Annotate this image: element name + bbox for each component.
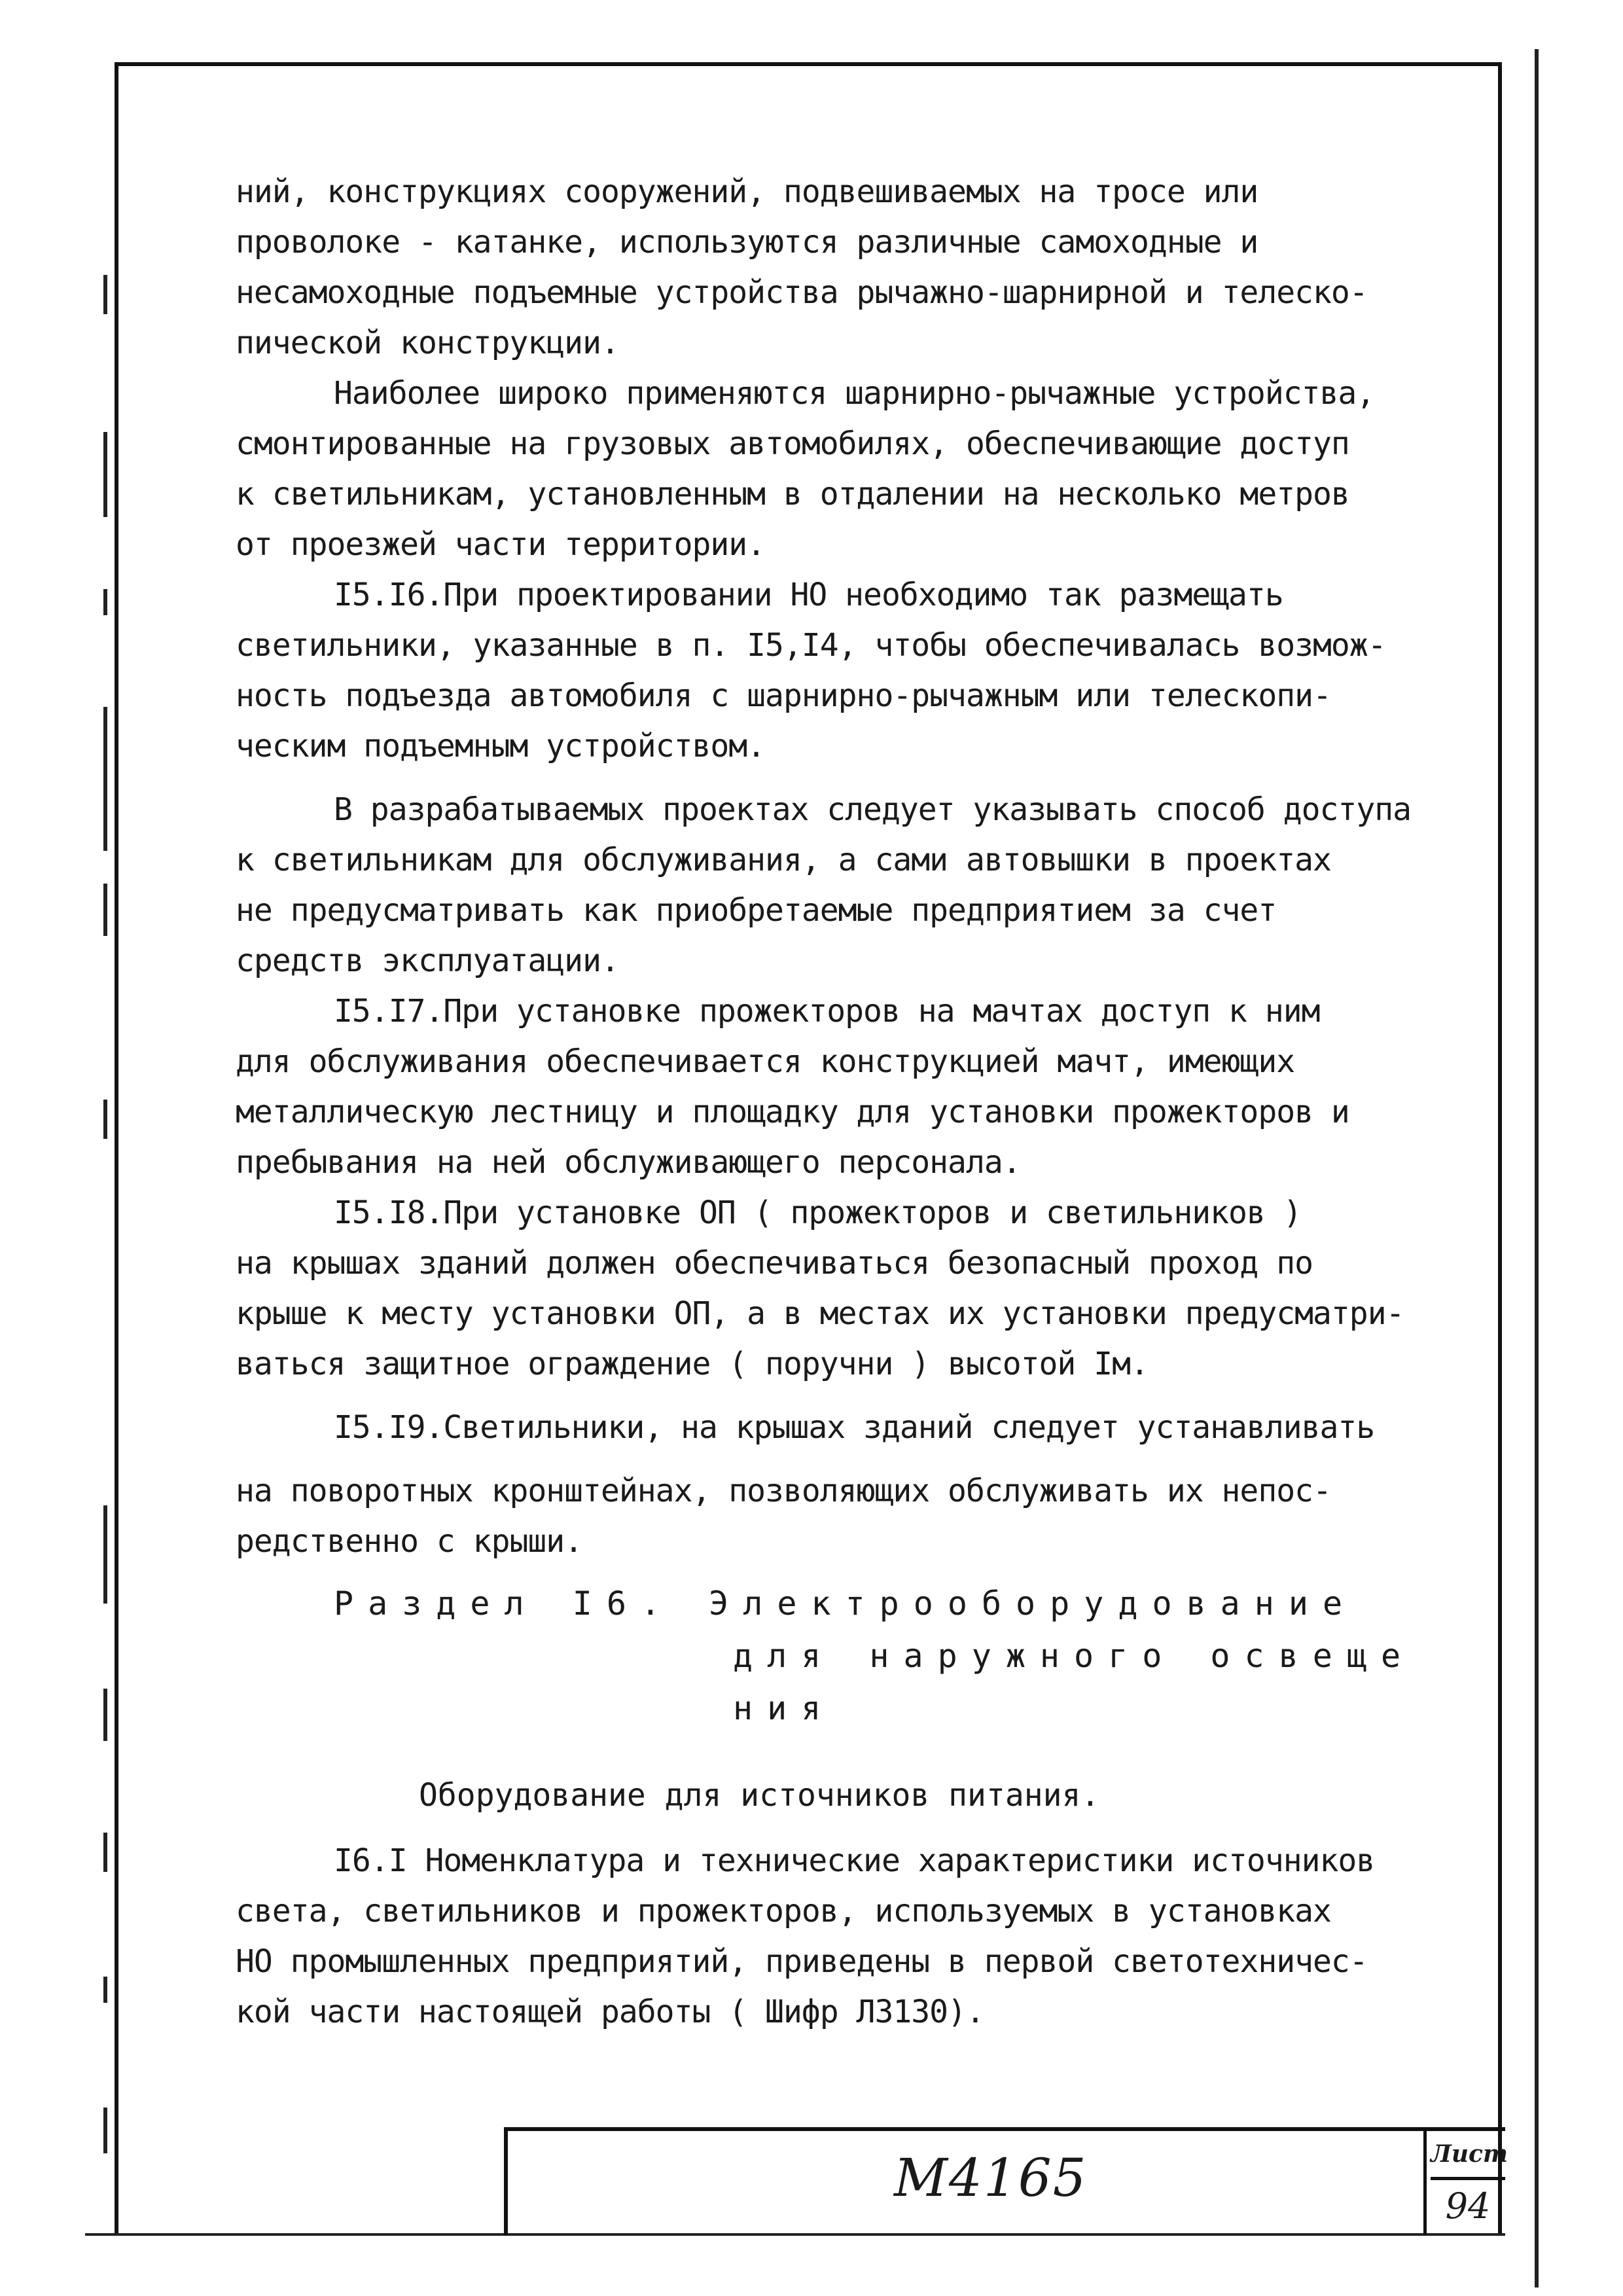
text-line: ность подъезда автомобиля с шарнирно-рычажным или телескопи- [236, 677, 1331, 714]
text-line: для обслуживания обеспечивается конструкцией мачт, имеющих [236, 1043, 1295, 1080]
section-heading-line: ния [733, 1689, 836, 1727]
section-heading [334, 1577, 1415, 1734]
text-line: Наиболее широко применяются шарнирно-рычажные устройства, [334, 375, 1375, 412]
text-line: на крышах зданий должен обеспечиваться безопасный проход по [236, 1245, 1313, 1282]
text-line: металлическую лестницу и площадку для установки прожекторов и [236, 1094, 1349, 1130]
text-line: I5.I8.При установке ОП ( прожекторов и светильников ) [334, 1194, 1302, 1231]
text-line: проволоке - катанке, используются различные самоходные и [236, 224, 1258, 260]
sheet-box [1423, 2131, 1508, 2235]
text-line: света, светильников и прожекторов, используемых в установках [236, 1893, 1331, 1929]
text-line: от проезжей части территории. [236, 526, 766, 563]
text-line: ческим подъемным устройством. [236, 728, 766, 764]
text-line: пребывания на ней обслуживающего персонала. [236, 1144, 1021, 1181]
text-line: I6.I Номенклатура и технические характеристики источников [334, 1842, 1375, 1879]
text-line: к светильникам для обслуживания, а сами автовышки в проектах [236, 842, 1331, 878]
document-code: М4165 [894, 2147, 1088, 2208]
text-line: пической конструкции. [236, 325, 619, 361]
subsection-title: Оборудование для источников питания. [419, 1777, 1100, 1814]
binding-margin-marks [98, 79, 118, 2238]
text-line: средств эксплуатации. [236, 942, 619, 979]
text-line: В разрабатываемых проектах следует указывать способ доступа [334, 791, 1412, 828]
text-line: светильники, указанные в п. I5,I4, чтобы обеспечивалась возмож- [236, 627, 1386, 664]
text-line: крыше к месту установки ОП, а в местах их установки предусматри- [236, 1295, 1404, 1332]
sheet-label: Лист [1431, 2131, 1505, 2180]
text-line: кой части настоящей работы ( Шифр Л3130). [236, 1994, 984, 2030]
text-line: I5.I7.При установке прожекторов на мачтах доступ к ним [334, 993, 1320, 1030]
text-line: смонтированные на грузовых автомобилях, обеспечивающие доступ [236, 425, 1349, 462]
text-line: ний, конструкциях сооружений, подвешиваемых на тросе или [236, 173, 1258, 210]
clause-16-1 [236, 1836, 1492, 2037]
title-block [504, 2127, 1508, 2235]
main-text [236, 167, 1492, 1567]
text-line: I5.I9.Светильники, на крышах зданий следует устанавливать [334, 1409, 1375, 1446]
section-heading-line: для наружного освеще [733, 1637, 1416, 1675]
text-line: не предусматривать как приобретаемые предприятием за счет [236, 892, 1277, 929]
text-line: к светильникам, установленным в отдалении на несколько метров [236, 476, 1349, 512]
sheet-number: 94 [1445, 2185, 1491, 2227]
text-line: на поворотных кронштейнах, позволяющих обслуживать их непос- [236, 1473, 1331, 1509]
text-line: редственно с крыши. [236, 1523, 583, 1560]
text-line: I5.I6.При проектировании НО необходимо так размещать [334, 577, 1283, 613]
text-line: ваться защитное ограждение ( поручни ) высотой Iм. [236, 1346, 1149, 1382]
text-line: несамоходные подъемные устройства рычажно-шарнирной и телеско- [236, 274, 1368, 311]
text-line: НО промышленных предприятий, приведены в первой светотехничес- [236, 1943, 1368, 1980]
right-margin-line [1535, 49, 1539, 2287]
section-heading-line: Раздел I6. Электрооборудование [334, 1585, 1357, 1623]
